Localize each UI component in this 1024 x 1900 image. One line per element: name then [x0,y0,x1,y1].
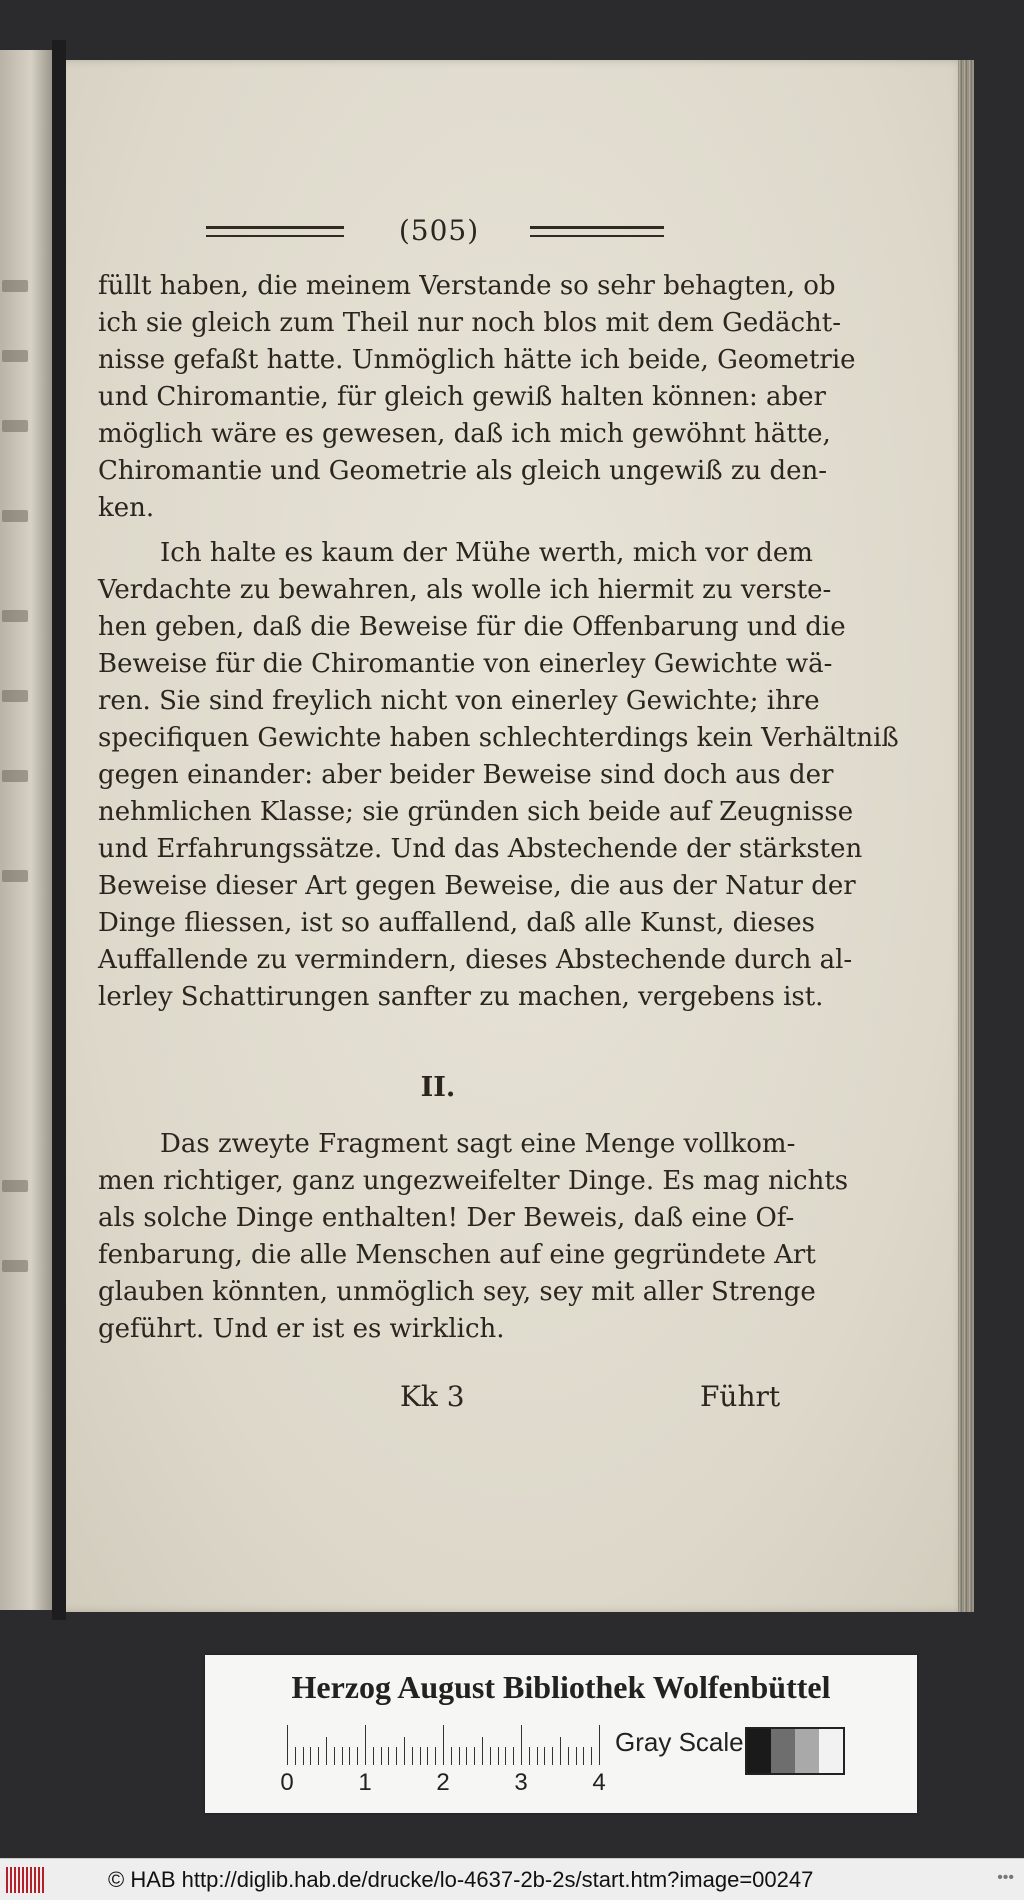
ruler-tick [537,1747,538,1765]
bleed-through-mark [2,1260,28,1272]
text-line: glauben könnten, unmöglich sey, sey mit aller Strenge [98,1277,816,1307]
library-color-card [205,1655,917,1813]
text-line: men richtiger, ganz ungezweifelter Dinge. Es mag nichts [98,1166,849,1196]
ruler-tick [474,1747,475,1765]
text-line: Dinge fliessen, ist so auffallend, daß alle Kunst, dieses [98,908,816,938]
body-text [98,268,899,1016]
gray-swatch [819,1729,843,1773]
ruler-tick [412,1747,413,1765]
text-line: Ich halte es kaum der Mühe werth, mich vor dem [160,538,813,568]
text-line: Beweise für die Chiromantie von einerley Gewichte wä- [98,649,833,679]
ruler-tick [420,1747,421,1765]
ruler-tick [381,1747,382,1765]
ruler-tick [451,1747,452,1765]
bleed-through-mark [2,280,28,292]
text-line: specifiquen Gewichte haben schlechterdings kein Verhältniß [98,723,899,753]
viewer-status-bar [0,1858,1024,1900]
text-line: hen geben, daß die Beweise für die Offenbarung und die [98,612,846,642]
bleed-through-mark [2,1180,28,1192]
ruler-label: 3 [514,1769,528,1796]
section-heading: II. [420,1072,456,1103]
text-line: füllt haben, die meinem Verstande so sehr behagten, ob [98,271,836,301]
text-line: ren. Sie sind freylich nicht von einerley Gewichte; ihre [98,686,820,716]
ruler-tick [466,1747,467,1765]
copyright-url[interactable]: © HAB http://diglib.hab.de/drucke/lo-4637-2b-2s/start.htm?image=00247 [108,1866,814,1892]
text-line: möglich wäre es gewesen, daß ich mich gewöhnt hätte, [98,419,831,449]
bleed-through-mark [2,610,28,622]
header-rule-left [206,226,344,237]
ruler-tick [342,1747,343,1765]
ruler-tick [396,1747,397,1765]
text-line: Das zweyte Fragment sagt eine Menge vollkom- [160,1129,796,1159]
ruler-tick [544,1747,545,1765]
ruler-tick [560,1737,561,1765]
bleed-through-mark [2,350,28,362]
ruler-tick [568,1747,569,1765]
ruler-tick [295,1747,296,1765]
bleed-through-mark [2,690,28,702]
ruler-tick [326,1737,327,1765]
text-line: nisse gefaßt hatte. Unmöglich hätte ich beide, Geometrie [98,345,856,375]
paragraph-gap [98,527,778,535]
gray-swatch [747,1729,771,1773]
ruler-tick [498,1747,499,1765]
ruler-label: 4 [592,1769,606,1796]
text-line: gegen einander: aber beider Beweise sind doch aus der [98,760,834,790]
gray-scale-label: Gray Scale [615,1727,744,1757]
text-line: ich sie gleich zum Theil nur noch blos mit dem Gedächt- [98,308,842,338]
ruler-tick [357,1747,358,1765]
catchword: Führt [700,1380,781,1413]
library-name: Herzog August Bibliothek Wolfenbüttel [291,1669,831,1705]
bleed-through-mark [2,870,28,882]
ruler-tick [334,1747,335,1765]
ruler-tick [435,1747,436,1765]
left-page-edge-view [0,50,52,1610]
ruler-tick [459,1747,460,1765]
ruler-tick [287,1725,288,1765]
ruler-tick [552,1747,553,1765]
gray-swatch [771,1729,795,1773]
bleed-through-mark [2,420,28,432]
ruler-tick [490,1747,491,1765]
ruler-tick [599,1725,600,1765]
ruler-label: 0 [280,1769,294,1796]
ruler-tick [591,1747,592,1765]
ruler-tick [349,1747,350,1765]
ruler-tick [521,1725,522,1765]
text-line: Auffallende zu vermindern, dieses Abstechende durch al- [98,945,853,975]
barcode-icon [6,1867,46,1893]
ruler-tick [388,1747,389,1765]
text-line: fenbarung, die alle Menschen auf eine gegründete Art [98,1240,816,1270]
ruler-tick [404,1737,405,1765]
ruler-tick [482,1737,483,1765]
page-number: (505) [398,214,480,247]
page-header [206,214,664,248]
ruler-tick [427,1747,428,1765]
text-line: geführt. Und er ist es wirklich. [98,1314,505,1344]
text-line: als solche Dinge enthalten! Der Beweis, daß eine Of- [98,1203,795,1233]
ruler-label: 1 [358,1769,372,1796]
scale-ruler [287,1723,607,1765]
more-options-icon[interactable]: ••• [997,1869,1014,1886]
ruler-tick [529,1747,530,1765]
ruler-tick [310,1747,311,1765]
ruler-label: 2 [436,1769,450,1796]
book-gutter [52,40,66,1620]
gray-scale-swatches [745,1727,845,1775]
text-line: lerley Schattirungen sanfter zu machen, vergebens ist. [98,982,824,1012]
text-line: ken. [98,493,155,523]
ruler-tick [513,1747,514,1765]
body-text-section-2 [98,1126,849,1348]
ruler-tick [365,1725,366,1765]
text-line: nehmlichen Klasse; sie gründen sich beide auf Zeugnisse [98,797,854,827]
text-line: Verdachte zu bewahren, als wolle ich hiermit zu verste- [98,575,832,605]
text-line: Chiromantie und Geometrie als gleich ungewiß zu den- [98,456,828,486]
ruler-tick [318,1747,319,1765]
signature-mark: Kk 3 [400,1380,465,1413]
ruler-tick [576,1747,577,1765]
gray-swatch [795,1729,819,1773]
ruler-tick [373,1747,374,1765]
ruler-tick [303,1747,304,1765]
bleed-through-mark [2,510,28,522]
text-line: und Erfahrungssätze. Und das Abstechende der stärksten [98,834,863,864]
header-rule-right [530,226,664,237]
bleed-through-mark [2,770,28,782]
page-fore-edge [958,60,974,1612]
ruler-tick [583,1747,584,1765]
ruler-tick [443,1725,444,1765]
text-line: Beweise dieser Art gegen Beweise, die aus der Natur der [98,871,856,901]
text-line: und Chiromantie, für gleich gewiß halten können: aber [98,382,826,412]
ruler-tick [505,1747,506,1765]
